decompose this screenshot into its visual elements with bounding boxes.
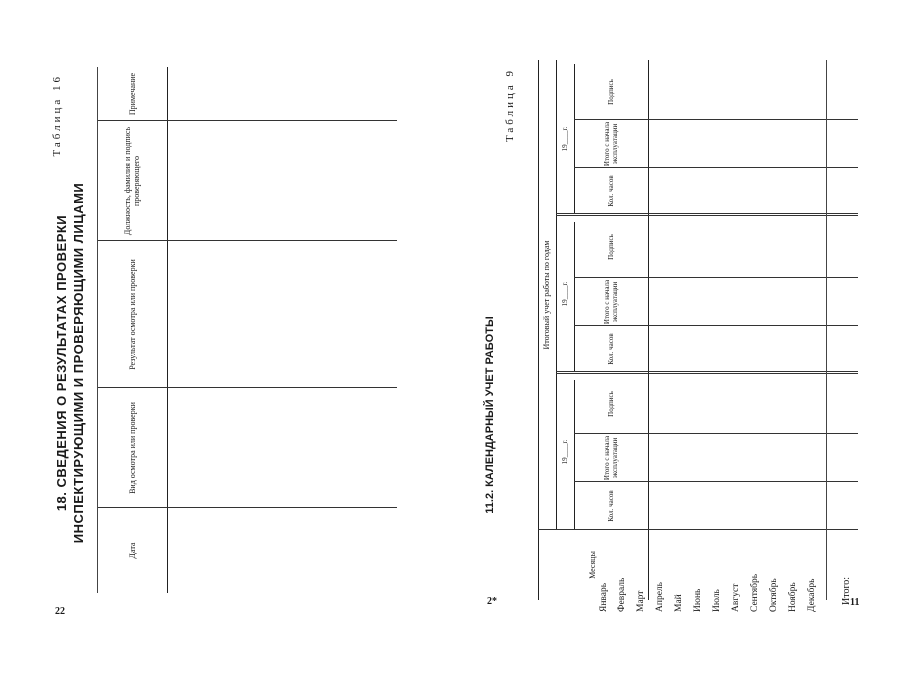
page-marker: 2* (487, 596, 497, 607)
table-16 (97, 67, 397, 593)
group-header: Итоговый учет работы по годам (542, 240, 551, 350)
col-total: Итого с начала эксплуатации (603, 121, 619, 167)
month-label: Октябрь (769, 578, 779, 612)
page-number-right: 11 (850, 597, 860, 608)
year-label: 19____г. (561, 281, 569, 307)
month-label: Ноябрь (788, 582, 798, 612)
col-hours: Кол. часов (607, 333, 615, 365)
month-label: Январь (599, 582, 609, 612)
right-page-rotated (478, 60, 858, 600)
section-title-11-2: 11.2. КАЛЕНДАРНЫЙ УЧЕТ РАБОТЫ (484, 316, 496, 514)
year-label: 19____г. (561, 439, 569, 465)
col-date: Дата (127, 542, 137, 559)
year-label: 19____г. (561, 126, 569, 152)
total-row-label: Итого: (841, 576, 852, 605)
col-inspection-result: Результат осмотра или проверки (127, 259, 137, 370)
table-16-caption: Таблица 16 (51, 74, 63, 157)
page-number-left: 22 (55, 606, 65, 617)
month-label: Март (636, 590, 646, 612)
top-rule (97, 67, 98, 593)
col-note: Примечание (127, 72, 137, 116)
month-label: Сентябрь (750, 573, 760, 612)
month-label: Декабрь (807, 578, 817, 612)
col-hours: Кол. часов (607, 490, 615, 522)
section-title-line2: ИНСПЕКТИРУЮЩИМИ И ПРОВЕРЯЮЩИМИ ЛИЦАМИ (71, 182, 86, 544)
month-label: Август (731, 583, 741, 612)
total-rule (826, 60, 827, 600)
col-months: Месяцы (588, 551, 597, 579)
col-sign: Подпись (607, 234, 615, 260)
header-rule (648, 60, 649, 600)
left-page-rotated (47, 68, 447, 608)
month-label: Июль (712, 589, 722, 612)
col-total: Итого с начала эксплуатации (603, 435, 619, 481)
month-label: Июнь (693, 588, 703, 612)
col-inspection-type: Вид осмотра или проверки (127, 402, 137, 494)
table-9-caption: Таблица 9 (504, 68, 516, 143)
col-sign: Подпись (607, 391, 615, 417)
month-label: Февраль (617, 577, 627, 612)
section-title-18 (53, 138, 87, 588)
table-9 (538, 60, 858, 600)
header-rule (167, 67, 168, 593)
col-hours: Кол. часов (607, 175, 615, 207)
col-inspector: Должность, фамилия и подпись проверяющего (123, 126, 141, 236)
month-label: Май (674, 594, 684, 612)
section-title-line1: 18. СВЕДЕНИЯ О РЕЗУЛЬТАТАХ ПРОВЕРКИ (54, 214, 69, 512)
col-sign: Подпись (607, 79, 615, 105)
month-label: Апрель (655, 582, 665, 612)
col-total: Итого с начала эксплуатации (603, 279, 619, 325)
